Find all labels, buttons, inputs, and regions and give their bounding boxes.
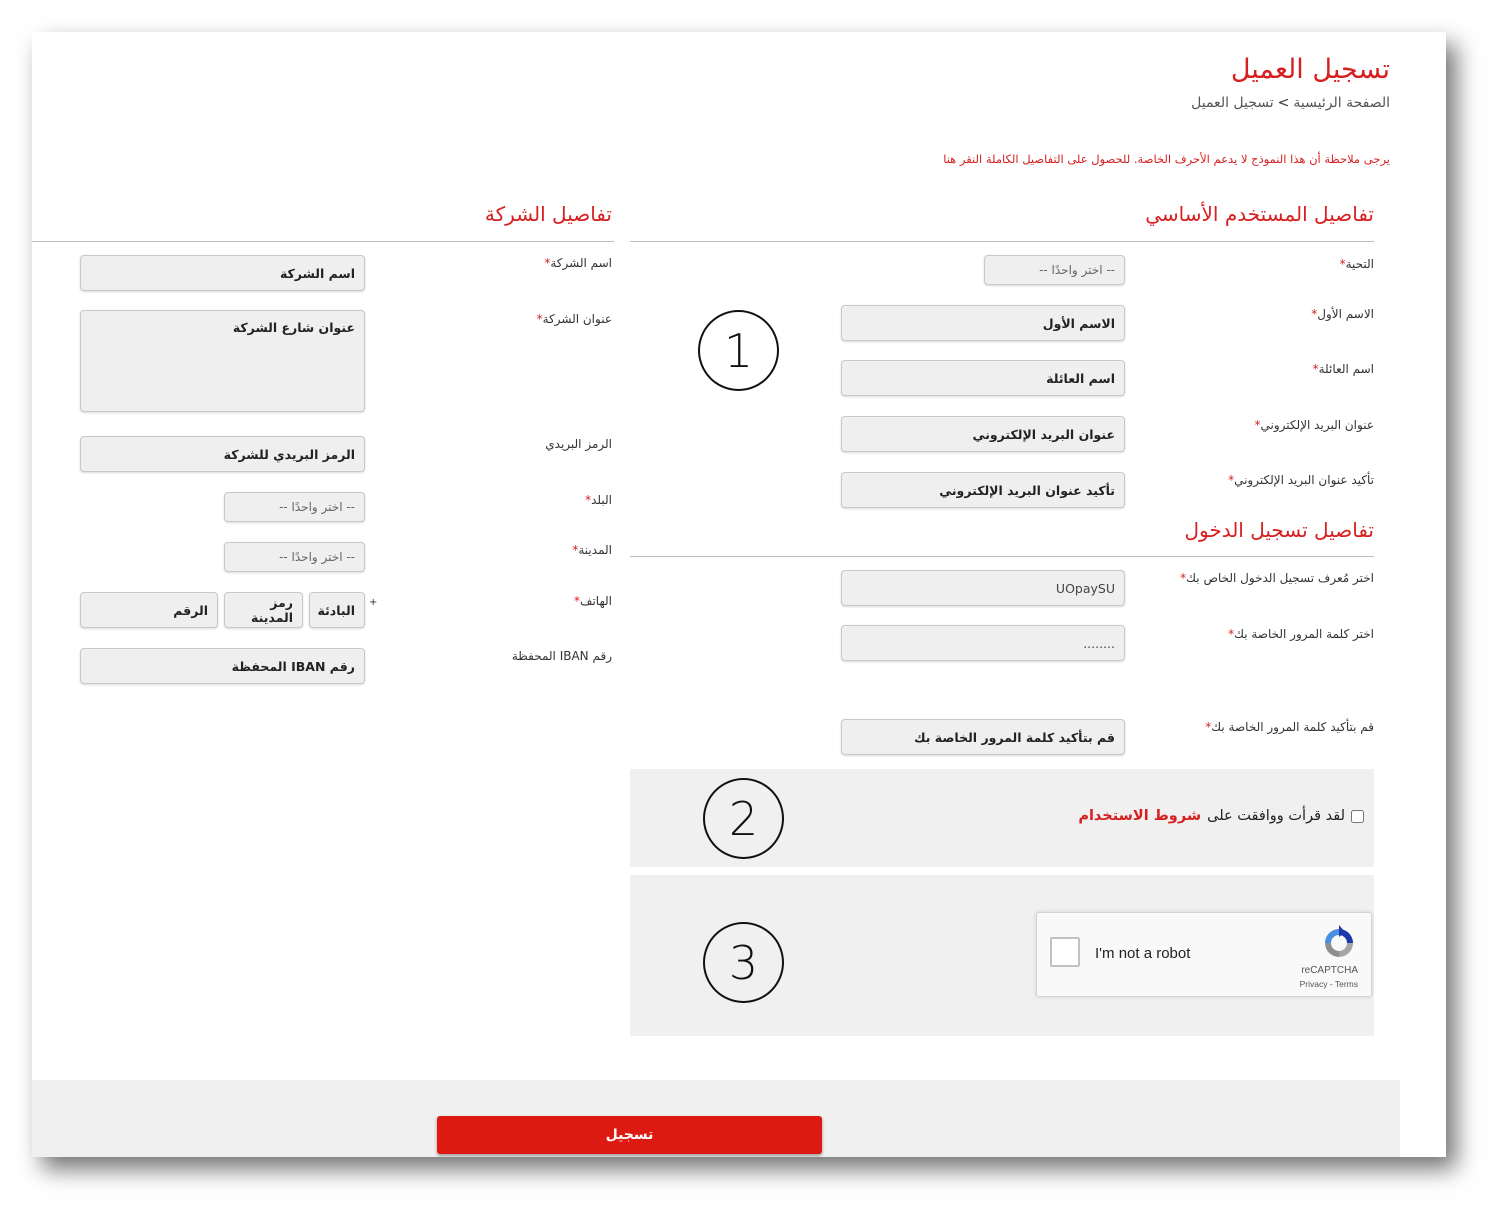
phone-label <box>574 594 612 608</box>
terms-of-use-link[interactable]: شروط الاستخدام <box>1078 808 1202 824</box>
company-address-textarea[interactable]: عنوان شارع الشركة <box>80 310 365 412</box>
required-marker: * <box>572 543 579 557</box>
user-details-divider <box>630 241 1374 242</box>
confirm-email-label-text: تأكيد عنوان البريد الإلكتروني <box>1234 473 1374 487</box>
confirm-email-label <box>1228 473 1374 487</box>
confirm-password-label <box>1205 720 1374 734</box>
password-label <box>1228 627 1374 641</box>
required-marker: * <box>1339 257 1346 271</box>
company-name-input[interactable]: اسم الشركة <box>80 255 365 291</box>
recaptcha-terms-link[interactable]: Terms <box>1334 979 1358 989</box>
registration-page <box>32 32 1446 1157</box>
required-marker: * <box>1228 627 1235 641</box>
recaptcha-widget <box>1036 912 1372 997</box>
company-name-label-text: اسم الشركة <box>550 256 612 270</box>
required-marker: * <box>574 594 581 608</box>
iban-input[interactable]: رقم IBAN المحفظة <box>80 648 365 684</box>
recaptcha-checkbox[interactable] <box>1050 937 1080 967</box>
postcode-label: الرمز البريدي <box>545 437 612 451</box>
email-label-text: عنوان البريد الإلكتروني <box>1260 418 1374 432</box>
recaptcha-logo-icon <box>1321 925 1357 961</box>
phone-prefix-input[interactable]: البادئة <box>309 592 365 628</box>
breadcrumb-home-link[interactable]: الصفحة الرئيسية <box>1293 95 1390 111</box>
last-name-label <box>1313 362 1374 376</box>
recaptcha-link-separator: - <box>1327 979 1335 989</box>
breadcrumb-current: تسجيل العميل <box>1191 95 1274 111</box>
phone-number-input[interactable]: الرقم <box>80 592 218 628</box>
first-name-input[interactable]: الاسم الأول <box>841 305 1125 341</box>
username-label-text: اختر مُعرف تسجيل الدخول الخاص بك <box>1186 571 1374 585</box>
form-footer <box>32 1080 1400 1157</box>
salutation-label-text: التحية <box>1345 257 1374 271</box>
username-input[interactable]: UOpaySU <box>841 570 1125 606</box>
password-label-text: اختر كلمة المرور الخاصة بك <box>1234 627 1374 641</box>
confirm-email-input[interactable]: تأكيد عنوان البريد الإلكتروني <box>841 472 1125 508</box>
username-label <box>1180 571 1374 585</box>
email-label <box>1255 418 1374 432</box>
company-details-title: تفاصيل الشركة <box>484 202 612 226</box>
required-marker: * <box>536 312 543 326</box>
recaptcha-label: I'm not a robot <box>1095 945 1191 962</box>
country-label-text: البلد <box>591 493 612 507</box>
postcode-input[interactable]: الرمز البريدي للشركة <box>80 436 365 472</box>
salutation-select[interactable]: -- اختر واحدًا -- <box>984 255 1125 285</box>
required-marker: * <box>544 256 551 270</box>
phone-label-text: الهاتف <box>580 594 612 608</box>
required-marker: * <box>1311 307 1318 321</box>
register-button[interactable]: تسجيل <box>437 1116 822 1154</box>
required-marker: * <box>1254 418 1261 432</box>
city-label <box>572 543 612 557</box>
terms-text: لقد قرأت ووافقت على <box>1207 808 1345 824</box>
last-name-label-text: اسم العائلة <box>1318 362 1374 376</box>
user-details-title: تفاصيل المستخدم الأساسي <box>1145 202 1374 226</box>
phone-plus-sign: + <box>369 597 378 608</box>
required-marker: * <box>1205 720 1212 734</box>
breadcrumb <box>1191 95 1390 111</box>
required-marker: * <box>585 493 592 507</box>
special-characters-notice[interactable]: يرجى ملاحظة أن هذا النموذج لا يدعم الأحرف الخاصة. للحصول على التفاصيل الكاملة النقر هنا <box>943 152 1390 166</box>
login-details-title: تفاصيل تسجيل الدخول <box>1184 518 1374 542</box>
city-label-text: المدينة <box>578 543 612 557</box>
confirm-password-label-text: قم بتأكيد كلمة المرور الخاصة بك <box>1211 720 1374 734</box>
company-address-label <box>537 312 612 326</box>
company-name-label <box>544 256 612 270</box>
confirm-password-input[interactable]: قم بتأكيد كلمة المرور الخاصة بك <box>841 719 1125 755</box>
terms-row <box>1078 808 1364 824</box>
company-address-label-text: عنوان الشركة <box>542 312 612 326</box>
recaptcha-privacy-link[interactable]: Privacy <box>1299 979 1328 989</box>
annotation-circle-1: 1 <box>698 310 779 391</box>
company-details-divider <box>32 241 614 242</box>
terms-checkbox[interactable] <box>1351 810 1364 823</box>
annotation-circle-3: 3 <box>703 922 784 1003</box>
phone-area-code-input[interactable]: رمز المدينة <box>224 592 303 628</box>
annotation-circle-2: 2 <box>703 778 784 859</box>
country-select[interactable]: -- اختر واحدًا -- <box>224 492 365 522</box>
city-select[interactable]: -- اختر واحدًا -- <box>224 542 365 572</box>
first-name-label <box>1311 307 1374 321</box>
recaptcha-links <box>1300 979 1358 989</box>
login-details-divider <box>630 556 1374 557</box>
last-name-input[interactable]: اسم العائلة <box>841 360 1125 396</box>
iban-label: رقم IBAN المحفظة <box>511 649 612 663</box>
email-input[interactable]: عنوان البريد الإلكتروني <box>841 416 1125 452</box>
required-marker: * <box>1312 362 1319 376</box>
country-label <box>585 493 612 507</box>
required-marker: * <box>1228 473 1235 487</box>
page-title: تسجيل العميل <box>1230 54 1390 85</box>
first-name-label-text: الاسم الأول <box>1317 307 1374 321</box>
password-input[interactable]: ........ <box>841 625 1125 661</box>
recaptcha-brand: reCAPTCHA <box>1301 965 1358 976</box>
required-marker: * <box>1180 571 1187 585</box>
salutation-label <box>1340 257 1374 271</box>
breadcrumb-separator: > <box>1277 95 1290 111</box>
